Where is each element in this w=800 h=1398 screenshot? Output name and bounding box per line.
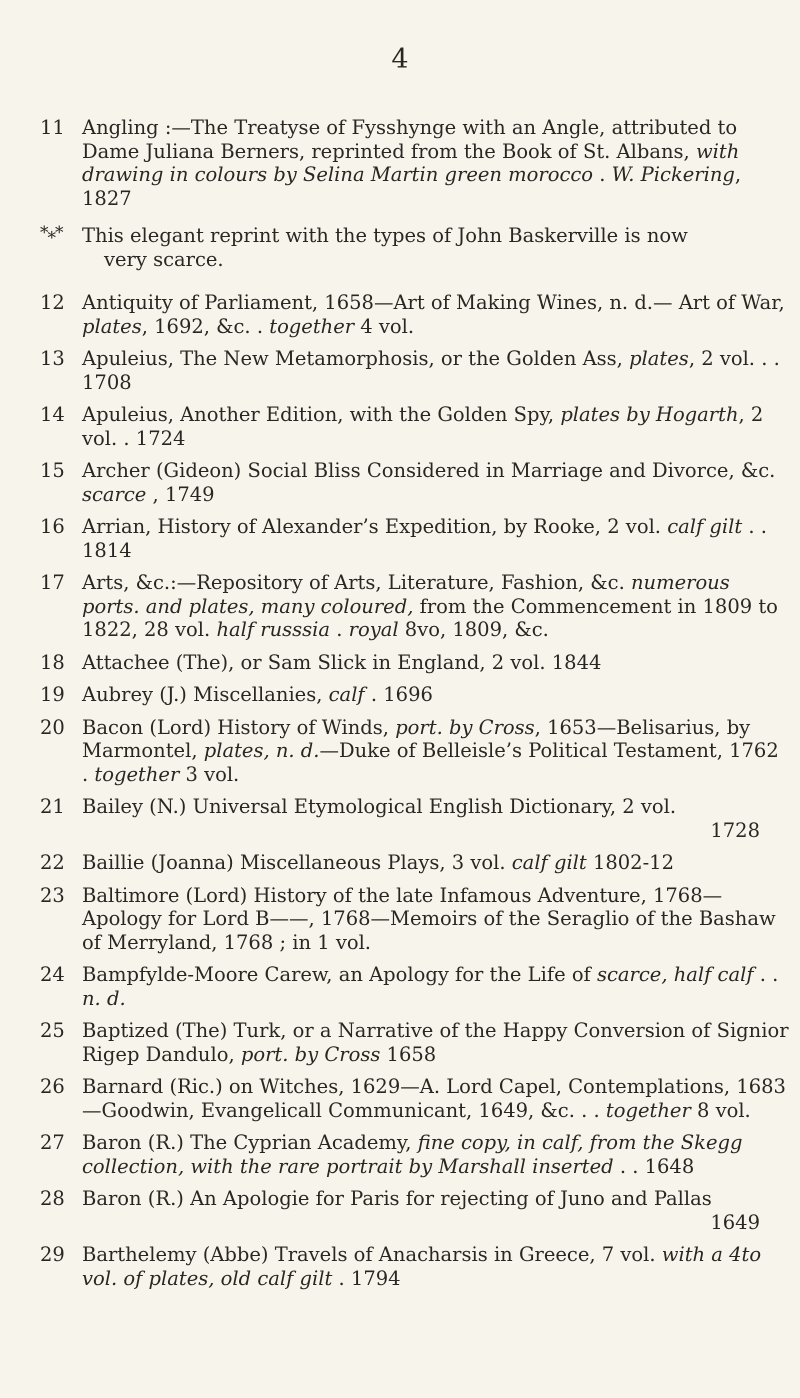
entry-text: Baillie (Joanna) Miscellaneous Plays, 3 vol. bbox=[82, 851, 512, 874]
entry-number: 16 bbox=[40, 515, 65, 538]
entry-description bbox=[82, 571, 790, 642]
entry-italic: numerous ports. and plates, many coloured, bbox=[82, 571, 730, 618]
entry-text: Barthelemy (Abbe) Travels of Anacharsis in Greece, 7 vol. bbox=[82, 1243, 662, 1266]
entry-number: 18 bbox=[40, 650, 65, 674]
entry-tail: . . bbox=[753, 963, 779, 986]
catalogue-entry bbox=[40, 347, 790, 394]
editorial-note bbox=[40, 224, 790, 271]
entry-text: Baltimore (Lord) History of the late Infamous Adventure, 1768— Apology for Lord B——, 1768—Memoirs of the Seraglio of the Bashaw of Merryland, 1768 ; in 1 vol. bbox=[82, 883, 776, 954]
entry-number: 29 bbox=[40, 1243, 65, 1266]
catalogue-entry bbox=[40, 1019, 790, 1066]
catalogue-entries bbox=[40, 116, 790, 1299]
entry-number: 20 bbox=[40, 715, 65, 739]
catalogue-entry bbox=[40, 795, 790, 842]
entry-tail: , 2 vol. . . 1708 bbox=[82, 347, 780, 394]
entry-tail: , 1653—Belisarius, by Marmontel, bbox=[82, 715, 751, 762]
entry-description bbox=[82, 1019, 790, 1066]
catalogue-entry bbox=[40, 403, 790, 450]
entry-text: Bampfylde-Moore Carew, an Apology for the Life of bbox=[82, 963, 597, 986]
entry-text: Barnard (Ric.) on Witches, 1629—A. Lord Capel, Contemplations, 1683—Goodwin, Evangelicall Communicant, 1649, &c. . . bbox=[82, 1075, 786, 1122]
entry-text: Archer (Gideon) Social Bliss Considered in Marriage and Divorce, &c. bbox=[82, 459, 776, 482]
entry-description bbox=[82, 291, 790, 338]
catalogue-entry bbox=[40, 1131, 790, 1178]
entry-text: Baron (R.) The Cyprian Academy, bbox=[82, 1131, 418, 1154]
entry-pub: W. Pickering bbox=[611, 163, 735, 186]
entry-description bbox=[82, 884, 790, 955]
entry-description bbox=[82, 116, 790, 210]
entry-text: Antiquity of Parliament, 1658—Art of Making Wines, n. d.— Art of War, bbox=[82, 291, 785, 314]
entry-number: 11 bbox=[40, 116, 65, 139]
entry-end: 8vo, 1809, &c. bbox=[398, 618, 549, 641]
entry-number: 15 bbox=[40, 459, 65, 482]
catalogue-entry bbox=[40, 716, 790, 787]
catalogue-entry bbox=[40, 851, 790, 875]
entry-end: 3 vol. bbox=[179, 762, 240, 786]
entry-italic: with a 4to vol. of plates, old calf gilt bbox=[82, 1243, 762, 1290]
entry-tail: . 1794 bbox=[332, 1266, 401, 1290]
entry-mid: —Duke of Belleisle’s Political Testament, 1762 . bbox=[82, 739, 779, 786]
entry-description bbox=[82, 716, 790, 787]
entry-tail: , 2 vol. . 1724 bbox=[82, 403, 764, 450]
entry-italic: calf gilt bbox=[667, 515, 743, 538]
entry-date: 1649 bbox=[710, 1210, 760, 1234]
entry-italic: calf bbox=[328, 683, 365, 706]
entry-number: 27 bbox=[40, 1131, 65, 1154]
entry-italic3: royal bbox=[348, 618, 399, 641]
entry-italic3: together bbox=[94, 762, 180, 786]
entry-italic: scarce bbox=[82, 482, 147, 506]
entry-number: 28 bbox=[40, 1187, 65, 1210]
entry-description bbox=[82, 1243, 790, 1290]
entry-number: 26 bbox=[40, 1075, 65, 1098]
entry-text: Angling :—The Treatyse of Fysshynge with an Angle, attributed to Dame Juliana Berners, reprinted from the Book of St. Albans, bbox=[82, 116, 738, 163]
entry-tail: . 1696 bbox=[364, 683, 433, 706]
entry-date: , 1827 bbox=[82, 163, 742, 210]
catalogue-entry bbox=[40, 683, 790, 707]
note-line: This elegant reprint with the types of John Baskerville is now bbox=[82, 224, 688, 247]
note-asterism: *⁎* bbox=[40, 223, 63, 243]
entry-italic: with drawing in colours by Selina Martin green morocco bbox=[82, 139, 740, 186]
entry-text: Attachee (The), or Sam Slick in England, 2 vol. 1844 bbox=[82, 650, 602, 674]
entry-italic: together bbox=[605, 1098, 691, 1122]
entry-description bbox=[82, 459, 790, 506]
entry-italic: port. by Cross bbox=[240, 1042, 381, 1066]
entry-text: Baron (R.) An Apologie for Paris for rejecting of Juno and Pallas bbox=[82, 1187, 712, 1210]
entry-italic2: plates, n. d. bbox=[203, 739, 320, 762]
entry-tail: . . 1814 bbox=[82, 515, 767, 562]
entry-italic: plates by Hogarth bbox=[560, 403, 739, 426]
entry-number: 14 bbox=[40, 403, 65, 426]
catalogue-entry bbox=[40, 884, 790, 955]
entry-description bbox=[82, 683, 790, 707]
entry-number: 13 bbox=[40, 347, 65, 370]
catalogue-entry bbox=[40, 963, 790, 1010]
entry-description bbox=[82, 795, 790, 819]
catalogue-entry bbox=[40, 291, 790, 338]
catalogue-entry bbox=[40, 1187, 790, 1234]
entry-description bbox=[82, 1075, 790, 1122]
page-number: 4 bbox=[391, 44, 409, 75]
entry-tail: 8 vol. bbox=[690, 1098, 751, 1122]
entry-number: 22 bbox=[40, 851, 65, 874]
entry-italic: plates bbox=[82, 314, 142, 338]
entry-text: Arrian, History of Alexander’s Expedition, by Rooke, 2 vol. bbox=[82, 515, 668, 538]
entry-text: Arts, &c.:—Repository of Arts, Literature, Fashion, &c. bbox=[82, 571, 631, 594]
entry-date: 1728 bbox=[710, 818, 760, 842]
entry-text: Apuleius, The New Metamorphosis, or the Golden Ass, bbox=[82, 347, 630, 370]
entry-text: Bacon (Lord) History of Winds, bbox=[82, 715, 396, 739]
catalogue-entry bbox=[40, 116, 790, 210]
entry-text: Baptized (The) Turk, or a Narrative of the Happy Conversion of Signior Rigep Dandulo, bbox=[82, 1019, 789, 1066]
entry-italic2: together bbox=[269, 314, 355, 338]
entry-tail: , 1749 bbox=[146, 482, 215, 506]
catalogue-entry bbox=[40, 515, 790, 562]
entry-description bbox=[82, 1187, 790, 1211]
entry-italic: scarce, half calf bbox=[596, 963, 754, 986]
entry-number: 17 bbox=[40, 571, 65, 594]
entry-tail: , 1692, &c. . bbox=[141, 314, 270, 338]
entry-number: 12 bbox=[40, 291, 65, 314]
catalogue-entry bbox=[40, 1075, 790, 1122]
catalogue-entry bbox=[40, 1243, 790, 1290]
entry-italic2: half russsia bbox=[216, 618, 331, 641]
entry-description bbox=[82, 515, 790, 562]
catalogue-entry bbox=[40, 571, 790, 642]
entry-description bbox=[82, 347, 790, 394]
entry-number: 25 bbox=[40, 1019, 65, 1042]
entry-italic: calf gilt bbox=[511, 851, 587, 874]
entry-italic2: n. d. bbox=[82, 986, 126, 1010]
entry-description bbox=[82, 1131, 790, 1178]
catalogue-entry bbox=[40, 459, 790, 506]
entry-mid: . bbox=[330, 618, 349, 641]
entry-italic: fine copy, in calf, from the Skegg collection, with the rare portrait by Marshall inserted bbox=[82, 1131, 743, 1178]
entry-tail: 1658 bbox=[380, 1042, 437, 1066]
entry-italic: port. by Cross bbox=[395, 715, 535, 739]
entry-tail: . bbox=[593, 163, 612, 186]
entry-number: 24 bbox=[40, 963, 65, 986]
catalogue-entry bbox=[40, 651, 790, 675]
entry-description bbox=[82, 403, 790, 450]
entry-description bbox=[82, 651, 790, 675]
entry-description bbox=[82, 963, 790, 1010]
note-line: very scarce. bbox=[104, 247, 224, 271]
entry-text: Bailey (N.) Universal Etymological English Dictionary, 2 vol. bbox=[82, 795, 677, 818]
entry-tail: . . 1648 bbox=[613, 1154, 695, 1178]
entry-tail: 1802-12 bbox=[586, 851, 674, 874]
entry-italic: plates bbox=[629, 347, 689, 370]
entry-text: Aubrey (J.) Miscellanies, bbox=[82, 683, 329, 706]
entry-end: 4 vol. bbox=[354, 314, 415, 338]
entry-tail: from the Commencement in 1809 to 1822, 28 vol. bbox=[82, 594, 778, 641]
entry-text: Apuleius, Another Edition, with the Golden Spy, bbox=[82, 403, 561, 426]
entry-number: 19 bbox=[40, 683, 65, 706]
entry-description bbox=[82, 851, 790, 875]
entry-number: 23 bbox=[40, 883, 65, 907]
entry-number: 21 bbox=[40, 795, 65, 818]
